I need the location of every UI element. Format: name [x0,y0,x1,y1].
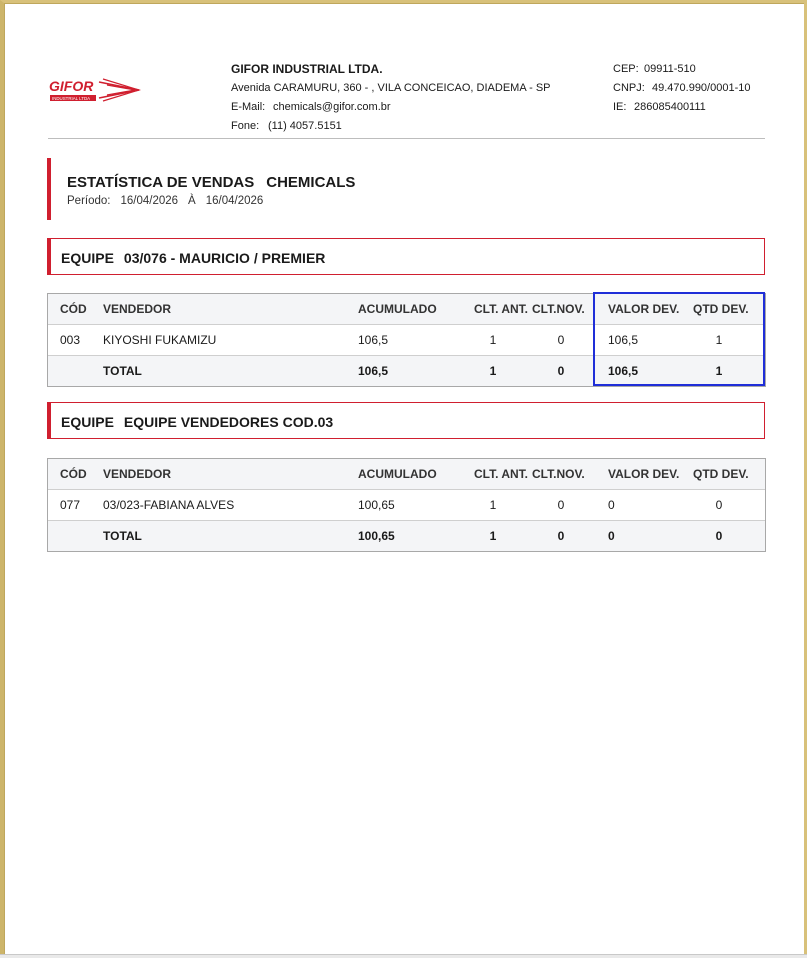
sales-table [47,458,766,552]
cell-qtd-dev: 0 [715,498,723,512]
col-cod: CÓD [60,302,87,316]
col-clt-nov: CLT.NOV. [532,302,585,316]
company-name: GIFOR INDUSTRIAL LTDA. [231,62,383,76]
logo-subtext: INDUSTRIAL LTDA [52,96,91,101]
total-clt-nov: 0 [557,364,565,378]
email-label: E-Mail: [231,101,266,113]
col-valor-dev: VALOR DEV. [608,302,680,316]
team-title [61,414,333,430]
cnpj-value: 49.470.990/0001-10 [652,82,751,94]
header-divider [48,138,765,139]
total-clt-nov: 0 [557,529,565,543]
company-info [231,60,551,136]
table-total-row [48,521,765,551]
cell-acumulado: 100,65 [358,498,395,512]
col-clt-ant: CLT. ANT. [474,302,528,316]
table-header-row [48,459,765,490]
col-vendedor: VENDEDOR [103,467,172,481]
team-name: 03/076 - MAURICIO / PREMIER [123,250,326,266]
period-to: 16/04/2026 [205,195,264,207]
cell-vendedor: 03/023-FABIANA ALVES [103,498,235,512]
table-total-row [48,356,765,386]
total-clt-ant: 1 [489,364,497,378]
cell-acumulado: 106,5 [358,333,389,347]
col-vendedor: VENDEDOR [103,302,172,316]
table-row [48,325,765,356]
col-cod: CÓD [60,467,87,481]
team-header [47,238,765,275]
ie-label: IE: [613,101,627,113]
team-label: EQUIPE [61,250,114,266]
cell-clt-nov: 0 [557,498,565,512]
total-valor-dev: 0 [608,529,615,543]
company-email-line [231,98,551,117]
total-acumulado: 106,5 [358,364,389,378]
cell-valor-dev: 0 [608,498,615,512]
total-qtd-dev: 1 [715,364,723,378]
cell-cod: 003 [60,333,81,347]
cep-label: CEP: [613,63,639,75]
col-valor-dev: VALOR DEV. [608,467,680,481]
table-row [48,490,765,521]
col-acumulado: ACUMULADO [358,302,437,316]
company-address: Avenida CARAMURU, 360 - , VILA CONCEICAO, DIADEMA - SP [231,82,551,94]
ie-line [613,98,750,117]
sales-table [47,293,766,387]
logo-text: GIFOR [49,78,94,94]
cell-cod: 077 [60,498,81,512]
period-separator: À [188,195,196,207]
cnpj-label: CNPJ: [613,82,645,94]
total-valor-dev: 106,5 [608,364,639,378]
cep-value: 09911-510 [644,63,696,75]
bottom-scrollbar[interactable] [0,954,807,958]
total-label: TOTAL [103,364,142,378]
col-qtd-dev: QTD DEV. [693,302,749,316]
report-title [67,174,355,191]
team-header [47,402,765,439]
cep-line [613,60,750,79]
report-period [67,195,263,207]
total-acumulado: 100,65 [358,529,395,543]
cell-vendedor: KIYOSHI FUKAMIZU [103,333,217,347]
col-acumulado: ACUMULADO [358,467,437,481]
report-subtitle: CHEMICALS [266,174,356,191]
cell-clt-ant: 1 [489,498,497,512]
gifor-logo [49,76,141,106]
team-title [61,250,325,266]
col-qtd-dev: QTD DEV. [693,467,749,481]
total-label: TOTAL [103,529,142,543]
company-email: chemicals@gifor.com.br [273,101,391,113]
cell-qtd-dev: 1 [715,333,723,347]
period-label: Período: [67,195,111,207]
col-clt-nov: CLT.NOV. [532,467,585,481]
company-phone-line [231,117,551,136]
company-phone: (11) 4057.5151 [268,120,342,132]
cell-clt-nov: 0 [557,333,565,347]
report-title-text: ESTATÍSTICA DE VENDAS [67,174,255,191]
team-label: EQUIPE [61,414,114,430]
col-clt-ant: CLT. ANT. [474,467,528,481]
ie-value: 286085400111 [634,101,706,113]
company-ids [613,60,750,117]
phone-label: Fone: [231,120,260,132]
cell-valor-dev: 106,5 [608,333,639,347]
report-title-block [47,158,356,220]
period-from: 16/04/2026 [120,195,179,207]
cell-clt-ant: 1 [489,333,497,347]
total-qtd-dev: 0 [715,529,723,543]
table-header-row [48,294,765,325]
team-name: EQUIPE VENDEDORES COD.03 [123,414,334,430]
total-clt-ant: 1 [489,529,497,543]
cnpj-line [613,79,750,98]
